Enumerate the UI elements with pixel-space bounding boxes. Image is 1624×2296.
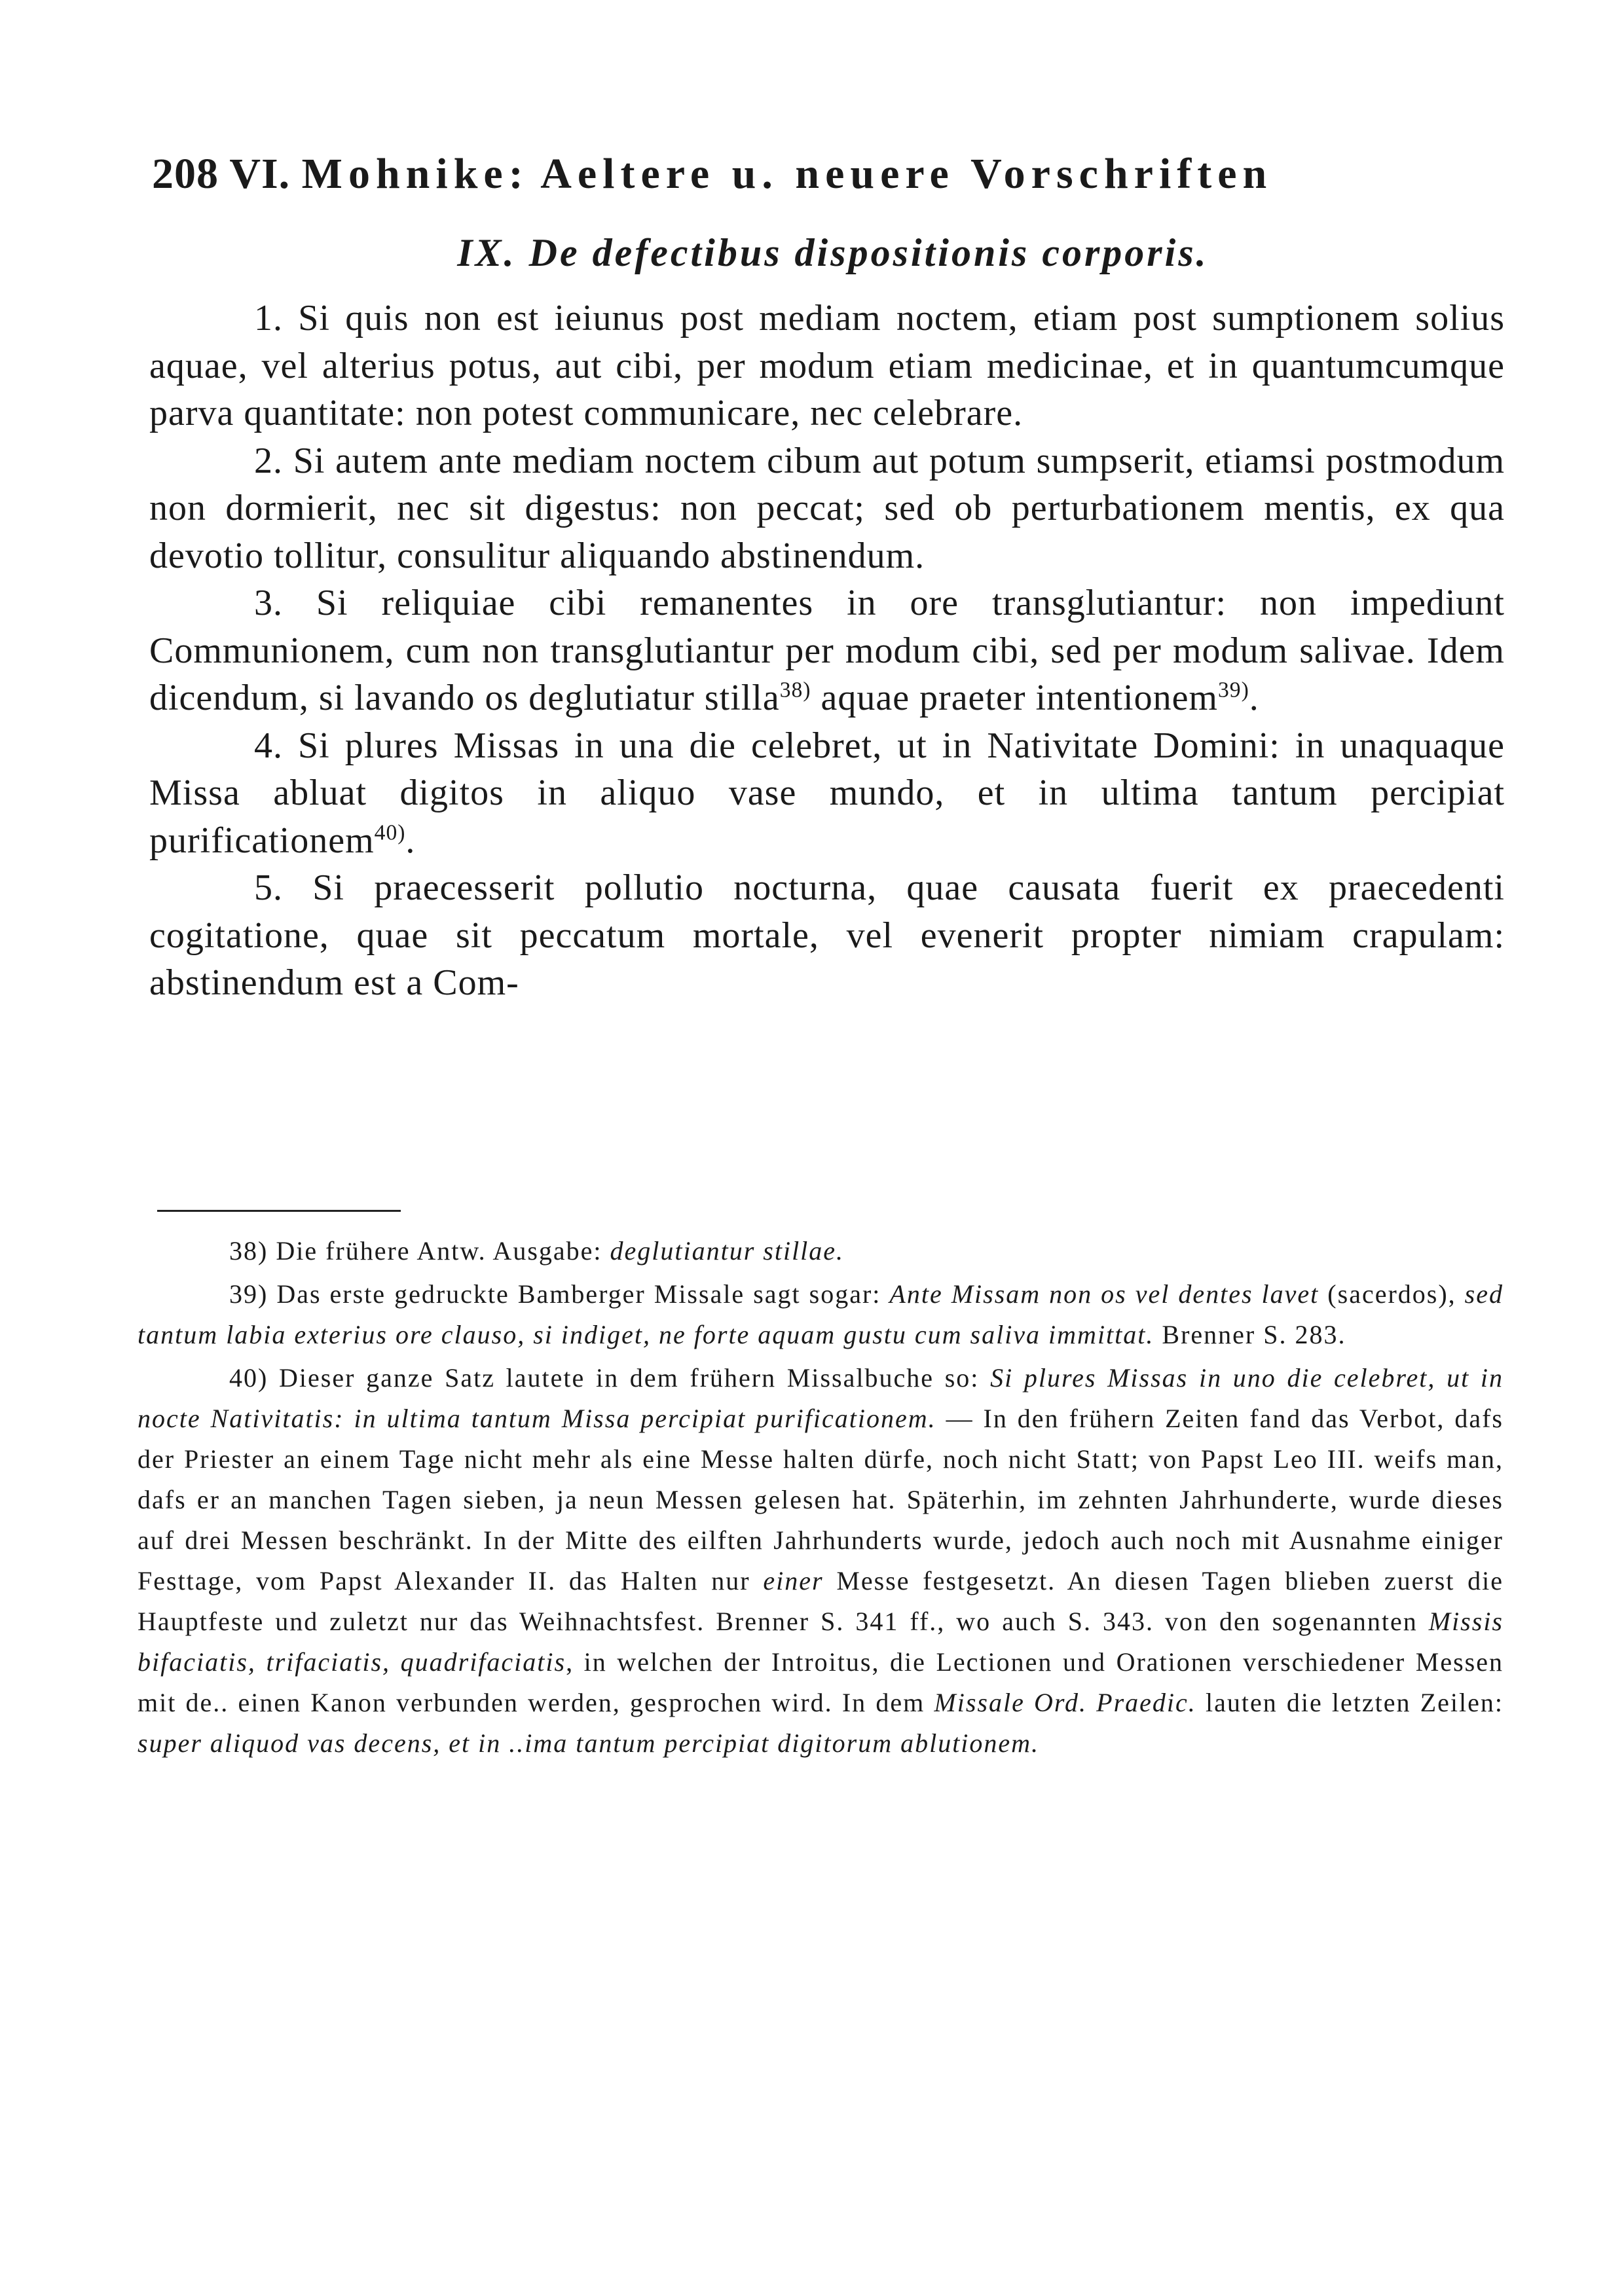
paragraph-1	[149, 295, 1505, 437]
footnote-text: Das erste gedruckte Bamberger Missale sagt sogar:	[276, 1279, 890, 1309]
paragraph-2	[149, 437, 1505, 580]
paragraph-text-cont: aquae praeter intentionem	[811, 678, 1218, 718]
paragraph-text-end: .	[1249, 678, 1259, 718]
paragraph-number: 2.	[254, 440, 283, 481]
paragraph-text: Si plures Missas in una die celebret, ut in Nativitate Domini: in unaquaque Missa abluat digitos in aliquo vase mundo, et in ultima tantum percipiat purificationem	[149, 725, 1505, 861]
footnote-number: 40)	[229, 1363, 268, 1393]
paragraph-text: Si praecesserit pollutio nocturna, quae causata fuerit ex praecedenti cogitatione, quae sit peccatum mortale, vel evenerit propter nimiam crapulam: abstinendum est a Com-	[149, 867, 1505, 1003]
footnote-number: 38)	[229, 1236, 268, 1266]
footnote-ref-38[interactable]: 38)	[779, 678, 811, 702]
paragraph-4	[149, 722, 1505, 865]
footnote-text: Dieser ganze Satz lautete in dem frühern Missalbuche so:	[279, 1363, 991, 1393]
footnote-quote: Missis bifaciatis, trifaciatis, quadrifaciatis	[138, 1607, 1504, 1677]
footnote-divider	[157, 1210, 401, 1212]
part-number: VI.	[229, 150, 291, 198]
page-number: 208	[152, 150, 219, 198]
footnote-text: , in welchen der Introitus, die Lectionen und Orationen verschiedener Messen mit de.. einen Kanon verbunden werden, gesprochen wird. In dem	[138, 1647, 1504, 1717]
paragraph-number: 3.	[254, 583, 283, 623]
footnote-text: lauten die letzten Zeilen:	[1196, 1688, 1504, 1717]
footnote-quote: Missale Ord. Praedic.	[934, 1688, 1196, 1717]
paragraph-text: Si quis non est ieiunus post mediam noctem, etiam post sumptionem solius aquae, vel alterius potus, aut cibi, per modum etiam medicinae, et in quantumcumque parva quantitate: non potest communicare, nec celebrare.	[149, 298, 1505, 433]
paragraph-3	[149, 579, 1505, 722]
footnote-39	[138, 1274, 1504, 1355]
footnote-quote: Ante Missam non os vel dentes lavet	[889, 1279, 1320, 1309]
footnote-text: Brenner S. 283.	[1154, 1320, 1346, 1349]
footnote-text: Die frühere Antw. Ausgabe:	[276, 1236, 610, 1266]
footnote-number: 39)	[229, 1279, 268, 1309]
paragraph-number: 4.	[254, 725, 283, 766]
footnote-quote: einer	[763, 1566, 824, 1595]
paragraph-number: 1.	[254, 298, 283, 338]
author-name: Mohnike:	[301, 150, 529, 198]
footnote-text: — In den frühern Zeiten fand das Verbot, dafs der Priester an einem Tage nicht mehr als eine Messe halten dürfe, noch nicht Statt; von Papst Leo III. weifs man, dafs er an manchen Tagen sieben, ja neun Messen gelesen hat. Späterhin, im zehnten Jahrhunderte, wurde dieses auf drei Messen beschränkt. In der Mitte des eilften Jahrhunderts wurde, jedoch auch noch mit Ausnahme einiger Festtage, vom Papst Alexander II. das Halten nur	[138, 1404, 1504, 1595]
paragraph-5	[149, 864, 1505, 1007]
footnote-quote: Si plures Missas in uno die celebret, ut in nocte Nativitatis: in ultima tantum Missa percipiat purificationem.	[138, 1363, 1504, 1433]
footnote-ref-39[interactable]: 39)	[1217, 678, 1249, 702]
footnote-40	[138, 1358, 1504, 1764]
footnote-quote: super aliquod vas decens, et in ..ima tantum percipiat digitorum ablutionem.	[138, 1728, 1040, 1758]
footnotes	[138, 1231, 1504, 1766]
footnote-ref-40[interactable]: 40)	[374, 820, 406, 845]
footnote-text: (sacerdos),	[1319, 1279, 1465, 1309]
footnote-38	[138, 1231, 1504, 1271]
footnote-quote: sed tantum labia exterius ore clauso, si indiget, ne forte aquam gustu cum saliva immittat.	[138, 1279, 1504, 1349]
paragraph-text-end: .	[405, 820, 416, 861]
paragraph-number: 5.	[254, 867, 283, 908]
footnote-text: Messe festgesetzt. An diesen Tagen blieben zuerst die Hauptfeste und zuletzt nur das Weihnachtsfest. Brenner S. 341 ff., wo auch S. 343. von den sogenannten	[138, 1566, 1504, 1636]
paragraph-text: Si autem ante mediam noctem cibum aut potum sumpserit, etiamsi postmodum non dormierit, nec sit digestus: non peccat; sed ob perturbationem mentis, ex qua devotio tollitur, consulitur aliquando abstinendum.	[149, 440, 1505, 576]
paragraph-text: Si reliquiae cibi remanentes in ore transglutiantur: non impediunt Communionem, cum non transglutiantur per modum cibi, sed per modum salivae. Idem dicendum, si lavando os deglutiatur stilla	[149, 583, 1505, 718]
section-heading: IX. De defectibus dispositionis corporis.	[457, 231, 1209, 274]
main-text	[149, 295, 1505, 1007]
footnote-quote: deglutiantur stillae.	[610, 1236, 845, 1266]
running-head	[152, 149, 1514, 199]
running-title: Aeltere u. neuere Vorschriften	[540, 150, 1273, 198]
